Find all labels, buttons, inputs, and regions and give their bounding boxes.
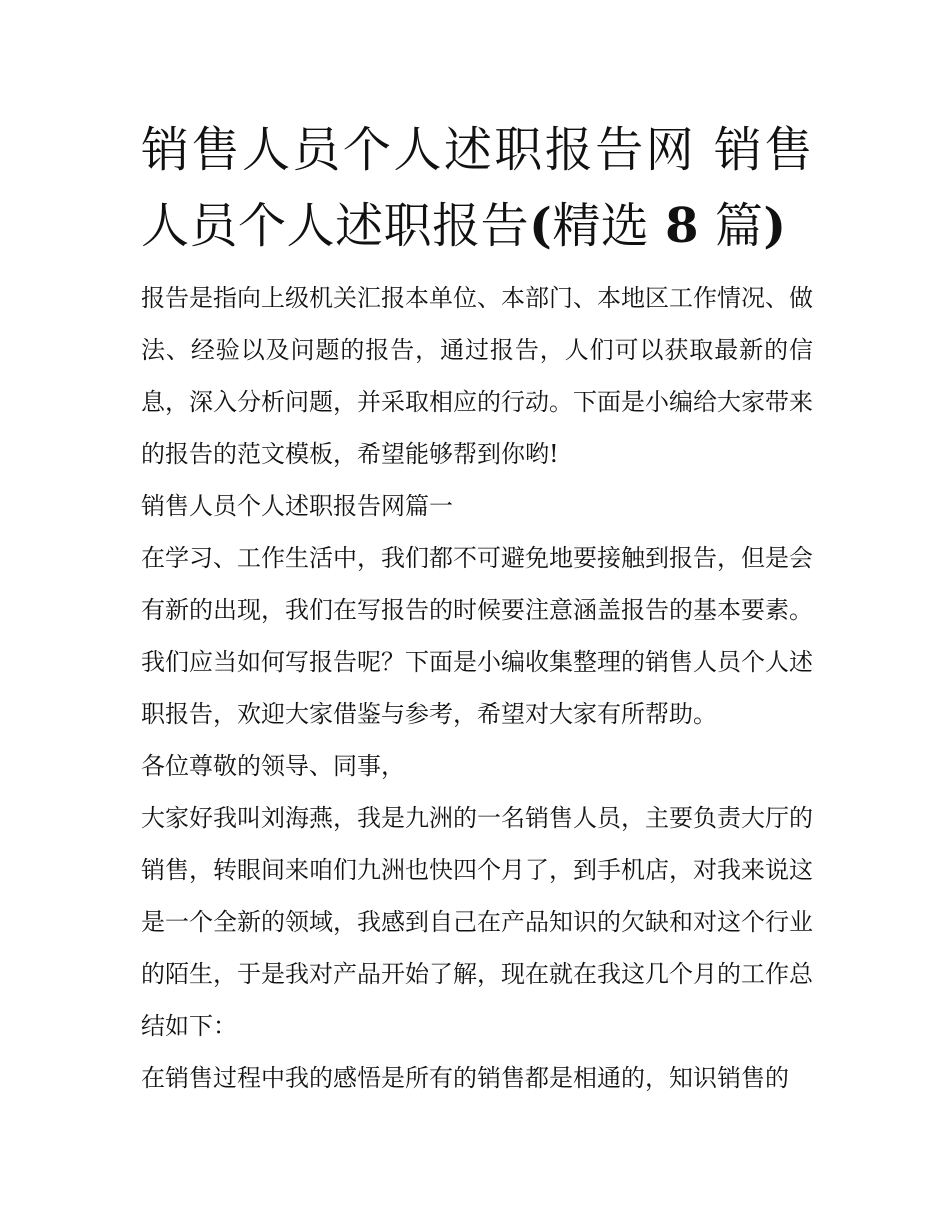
body-paragraph: 在学习、工作生活中，我们都不可避免地要接触到报告，但是会有新的出现，我们在写报告的时候要注意涵盖报告的基本要素。我们应当如何写报告呢？下面是小编收集整理的销售人员个人述职报告，欢迎大家借鉴与参考，希望对大家有所帮助。 [141,544,813,728]
section-heading: 销售人员个人述职报告网篇一 [141,492,453,520]
intro-paragraph: 报告是指向上级机关汇报本单位、本部门、本地区工作情况、做法、经验以及问题的报告，通过报告，人们可以获取最新的信息，深入分析问题，并采取相应的行动。下面是小编给大家带来的报告的范文模板，希望能够帮到你哟! [141,284,813,468]
body-paragraph: 大家好我叫刘海燕，我是九洲的一名销售人员，主要负责大厅的销售，转眼间来咱们九洲也快四个月了，到手机店，对我来说这是一个全新的领域，我感到自己在产品知识的欠缺和对这个行业的陌生，于是我对产品开始了解，现在就在我这几个月的工作总结如下： [141,804,813,1040]
salutation-paragraph: 各位尊敬的领导、同事， [141,752,405,780]
document-title: 销售人员个人述职报告网 销售人员个人述职报告(精选 8 篇) [141,122,813,254]
body-paragraph: 在销售过程中我的感悟是所有的销售都是相通的，知识销售的 [141,1064,789,1092]
document-body [141,112,813,1104]
